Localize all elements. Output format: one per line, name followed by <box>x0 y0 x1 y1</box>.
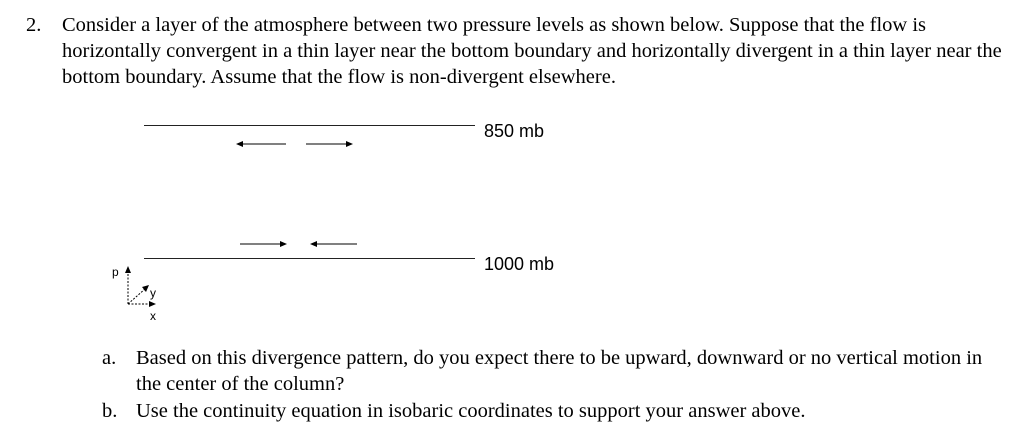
upper-pressure-level-line <box>144 125 475 126</box>
question-text: Consider a layer of the atmosphere between two pressure levels as shown below. Suppose that the flow is horizontally convergent in a thin layer near the bottom boundary and horizontally divergent in a thin layer near the bottom boundary. Assume that the flow is non-divergent elsewhere. <box>62 14 1002 88</box>
lower-pressure-level-label: 1000 mb <box>484 254 555 274</box>
part-a-text: Based on this divergence pattern, do you expect there to be upward, downward or no vertical motion in the center of the column? <box>136 347 983 395</box>
part-b-text: Use the continuity equation in isobaric coordinates to support your answer above. <box>136 400 806 422</box>
upper-right-arrow <box>306 139 354 149</box>
question-number: 2. <box>26 14 42 36</box>
lower-pressure-level-line <box>144 258 475 259</box>
part-b-letter: b. <box>102 400 118 422</box>
lower-left-arrow <box>310 239 358 249</box>
x-axis-label: x <box>150 309 156 323</box>
upper-pressure-level-label: 850 mb <box>484 121 545 141</box>
lower-right-arrow <box>240 239 288 249</box>
coordinate-axes-icon <box>108 262 178 324</box>
upper-left-arrow <box>236 139 288 149</box>
part-a-letter: a. <box>102 347 117 369</box>
y-axis-label: y <box>150 286 156 300</box>
p-axis-label: p <box>112 265 119 279</box>
